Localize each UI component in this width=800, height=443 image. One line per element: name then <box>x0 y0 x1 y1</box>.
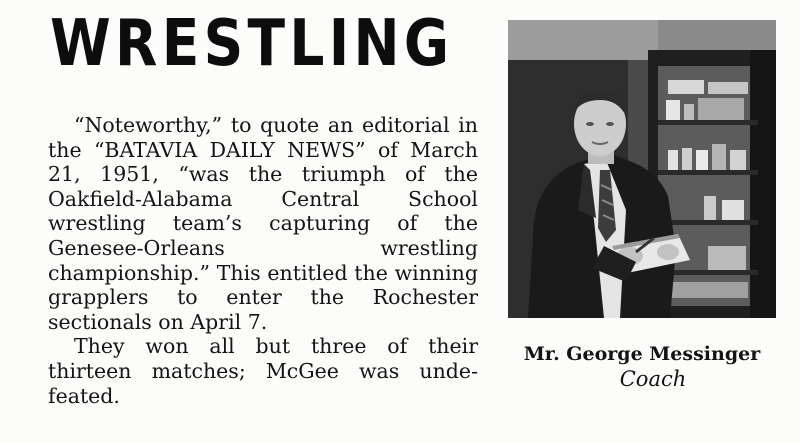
page-title: WRESTLING <box>50 7 454 81</box>
article-body <box>48 113 478 408</box>
article-paragraph: They won all but three of their thirteen matches; McGee was undefeated. <box>48 334 478 408</box>
coach-portrait-photo <box>508 20 776 318</box>
article-paragraph: “Noteworthy,” to quote an editorial in the “BATAVIA DAILY NEWS” of March 21, 1951, “was the triumph of the Oakfield-Alabama Central School wrestling team’s capturing of the Genesee-Orleans wrestling championship.” This entitled the winning grapplers to enter the Rochester sectionals on April 7. <box>48 113 478 334</box>
photo-caption <box>490 342 794 391</box>
coach-role: Coach <box>619 367 687 391</box>
coach-name: Mr. George Messinger <box>523 343 761 365</box>
